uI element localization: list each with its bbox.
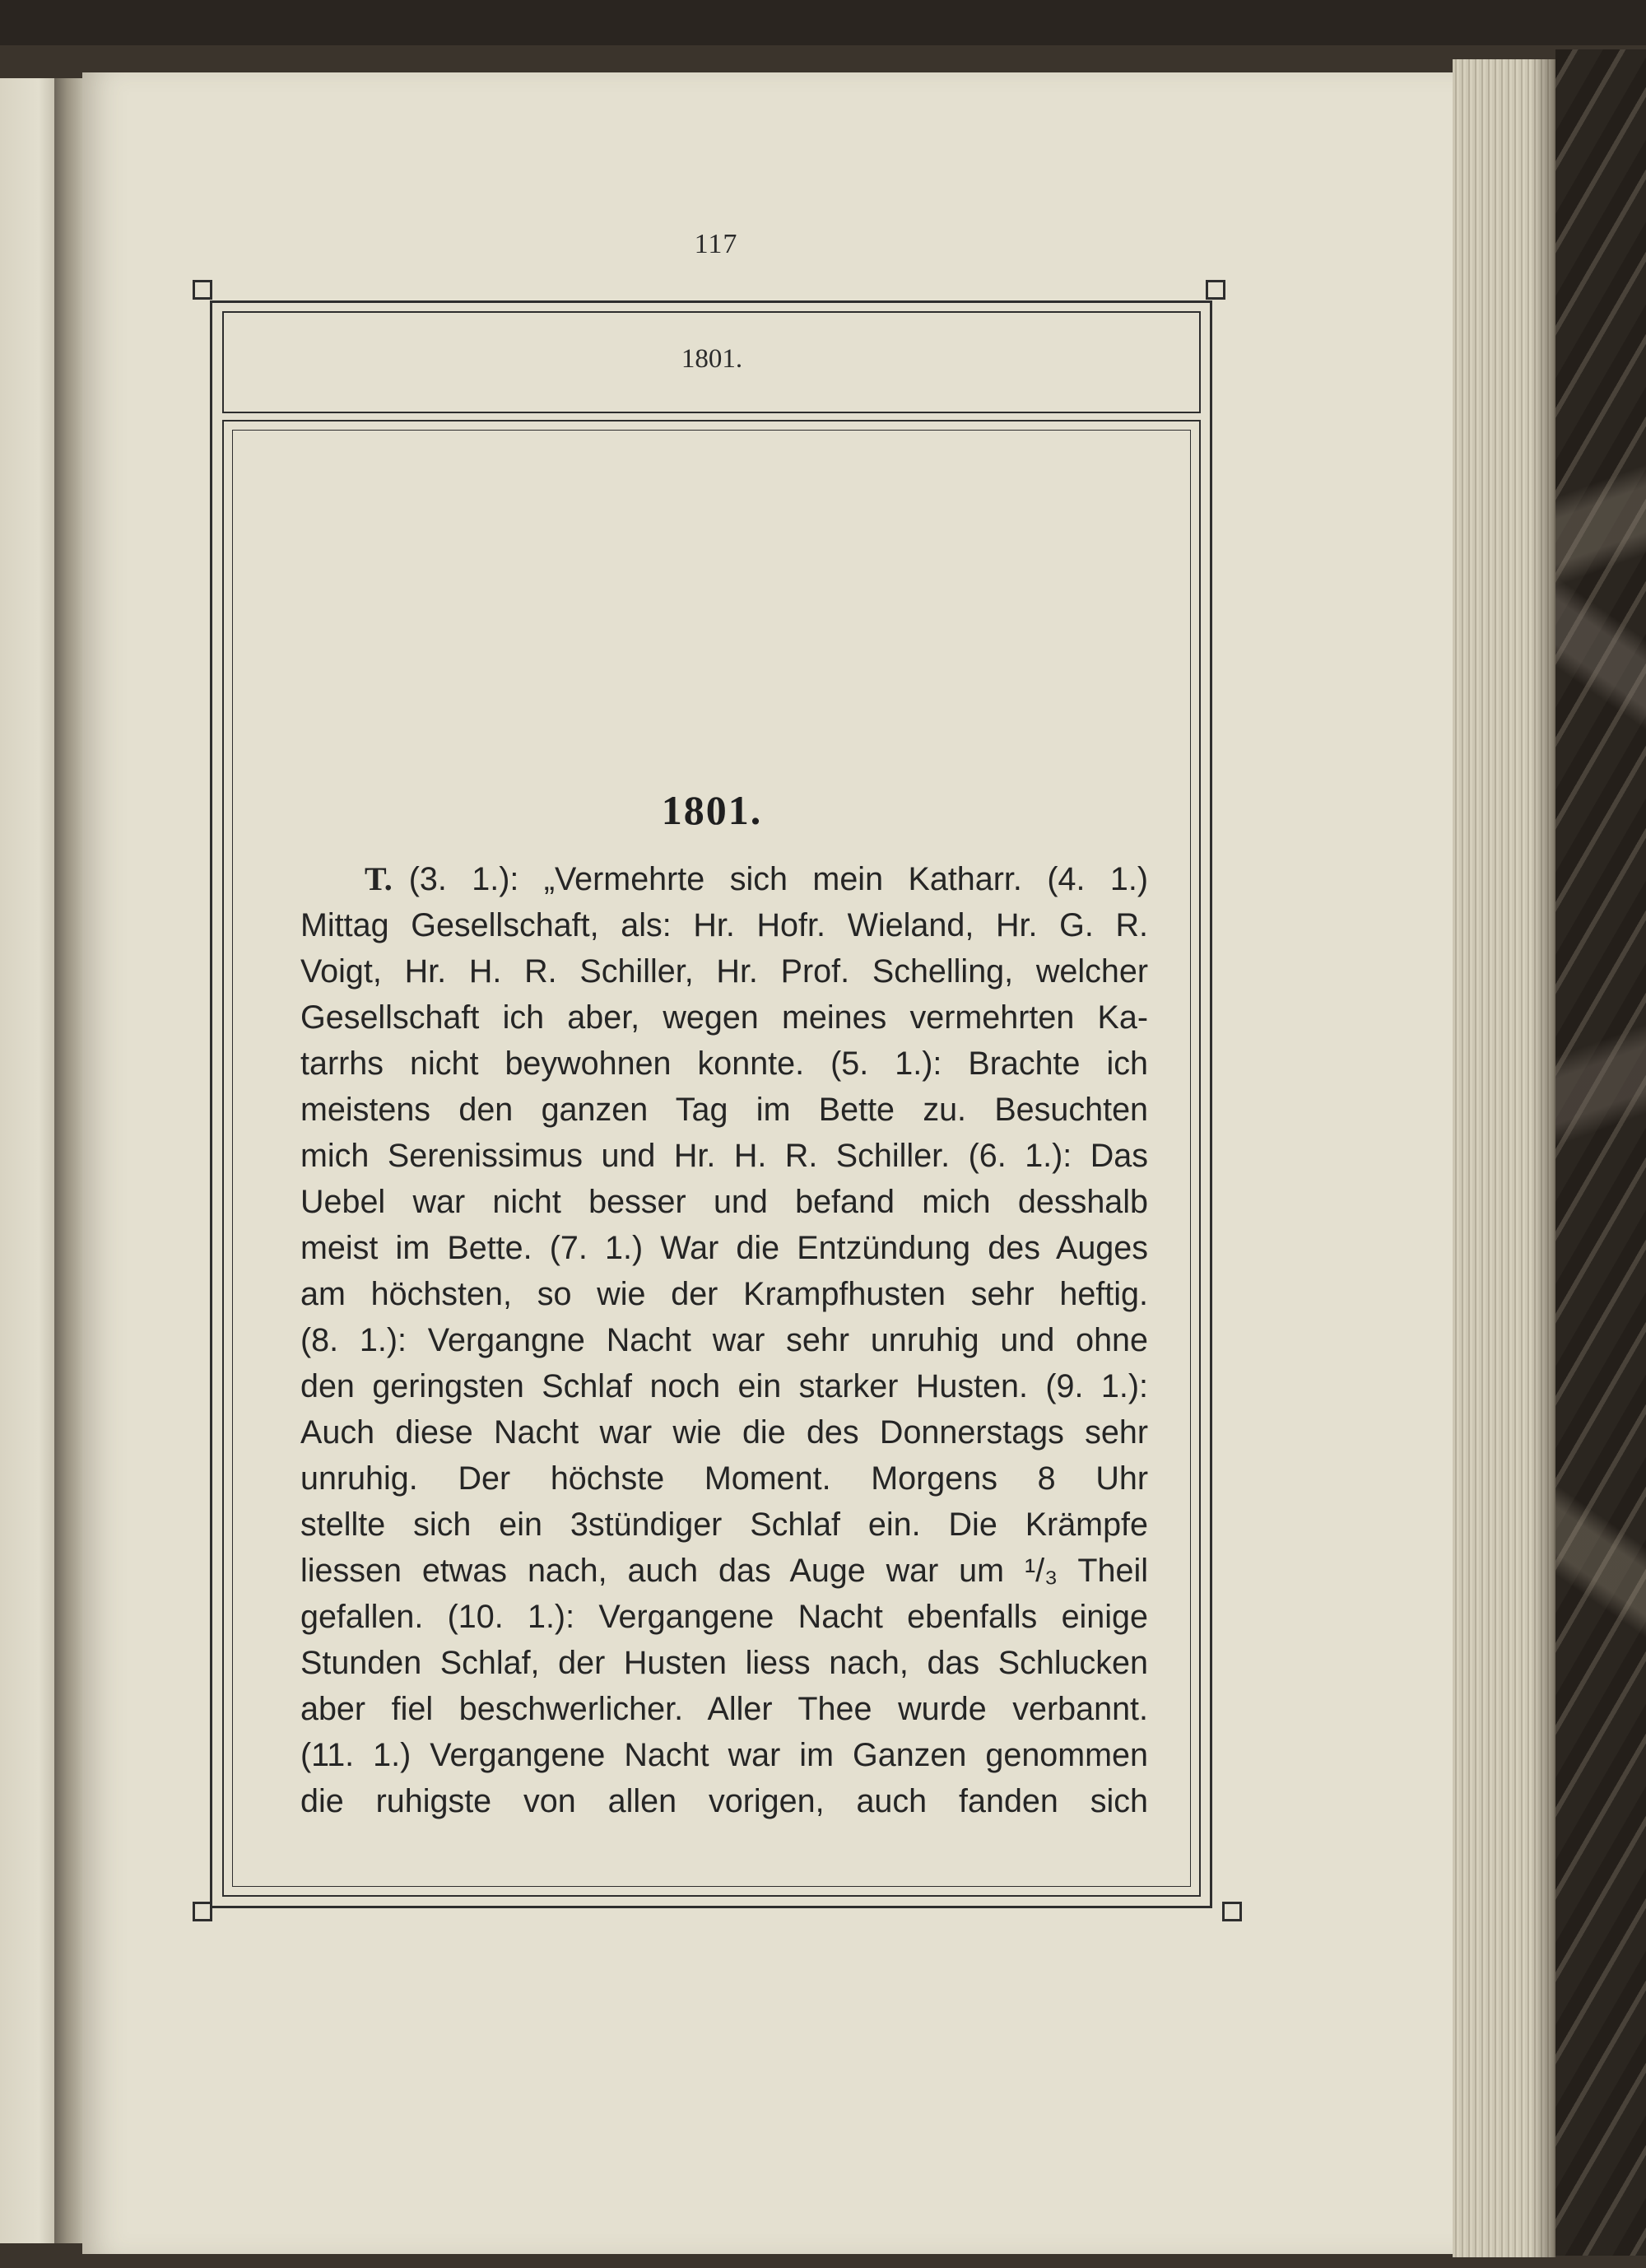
text-line: [300, 1317, 1148, 1363]
text-line: [300, 1778, 1148, 1824]
text-line: [300, 1041, 1148, 1087]
text-line-content: Auch diese Nacht war wie die des Donnerstags sehr: [300, 1414, 1148, 1451]
text-line-content: gefallen. (10. 1.): Vergangene Nacht ebenfalls einige: [300, 1599, 1148, 1635]
marbled-board-edge: [1555, 49, 1646, 2256]
text-line: [300, 1133, 1148, 1179]
running-header-year: 1801.: [681, 344, 743, 374]
text-line-content: Voigt, Hr. H. R. Schiller, Hr. Prof. Schelling, welcher: [300, 953, 1148, 990]
text-line: [300, 1087, 1148, 1133]
text-line: [300, 1502, 1148, 1548]
text-line: [300, 1455, 1148, 1502]
entry-marker: T.: [365, 860, 409, 897]
text-line: [300, 856, 1148, 902]
page-number: 117: [694, 229, 738, 259]
page-block-fore-edge: [1453, 59, 1555, 2257]
text-line: [300, 1548, 1148, 1594]
text-line-content: meist im Bette. (7. 1.) War die Entzündung des Auges: [300, 1230, 1148, 1266]
text-line: [300, 948, 1148, 994]
text-line: [300, 1732, 1148, 1778]
text-line-content: am höchsten, so wie der Krampfhusten sehr heftig.: [300, 1276, 1148, 1312]
text-line-content: Mittag Gesellschaft, als: Hr. Hofr. Wieland, Hr. G. R.: [300, 907, 1148, 943]
text-line: [300, 902, 1148, 948]
text-line-content: aber fiel beschwerlicher. Aller Thee wurde verbannt.: [300, 1691, 1148, 1727]
text-line-content: mich Serenissimus und Hr. H. R. Schiller. (6. 1.): Das: [300, 1138, 1148, 1174]
text-line-content: liessen etwas nach, auch das Auge war um ¹/₃ Theil: [300, 1553, 1148, 1589]
section-heading: 1801.: [661, 787, 763, 833]
frame-corner-top-right: [1206, 280, 1225, 300]
text-line: [300, 1225, 1148, 1271]
text-line-content: den geringsten Schlaf noch ein starker Husten. (9. 1.):: [300, 1368, 1148, 1404]
frame-corner-top-left: [193, 280, 212, 300]
text-line: [300, 1409, 1148, 1455]
text-line: [300, 1686, 1148, 1732]
frame-corner-bottom-left: [193, 1902, 212, 1921]
text-line: [300, 1179, 1148, 1225]
text-line-content: unruhig. Der höchste Moment. Morgens 8 Uhr: [300, 1460, 1148, 1497]
text-line-content: Stunden Schlaf, der Husten liess nach, das Schlucken: [300, 1645, 1148, 1681]
text-line-content: meistens den ganzen Tag im Bette zu. Besuchten: [300, 1092, 1148, 1128]
text-line-content: Uebel war nicht besser und befand mich desshalb: [300, 1184, 1148, 1220]
text-line-content: Gesellschaft ich aber, wegen meines vermehrten Ka-: [300, 999, 1148, 1036]
text-line-content: tarrhs nicht beywohnen konnte. (5. 1.): Brachte ich: [300, 1046, 1148, 1082]
text-line: [300, 994, 1148, 1041]
text-line-content: (3. 1.): „Vermehrte sich mein Katharr. (4. 1.): [408, 861, 1148, 897]
text-line-content: stellte sich ein 3stündiger Schlaf ein. Die Krämpfe: [300, 1507, 1148, 1543]
text-line: [300, 1594, 1148, 1640]
text-line: [300, 1640, 1148, 1686]
diary-entry-text: [300, 856, 1148, 1824]
text-line-content: (8. 1.): Vergangne Nacht war sehr unruhig und ohne: [300, 1322, 1148, 1358]
frame-corner-bottom-right: [1222, 1902, 1242, 1921]
text-line-content: die ruhigste von allen vorigen, auch fanden sich: [300, 1783, 1148, 1819]
text-line: [300, 1363, 1148, 1409]
text-line: [300, 1271, 1148, 1317]
text-line-content: (11. 1.) Vergangene Nacht war im Ganzen genommen: [300, 1737, 1148, 1773]
